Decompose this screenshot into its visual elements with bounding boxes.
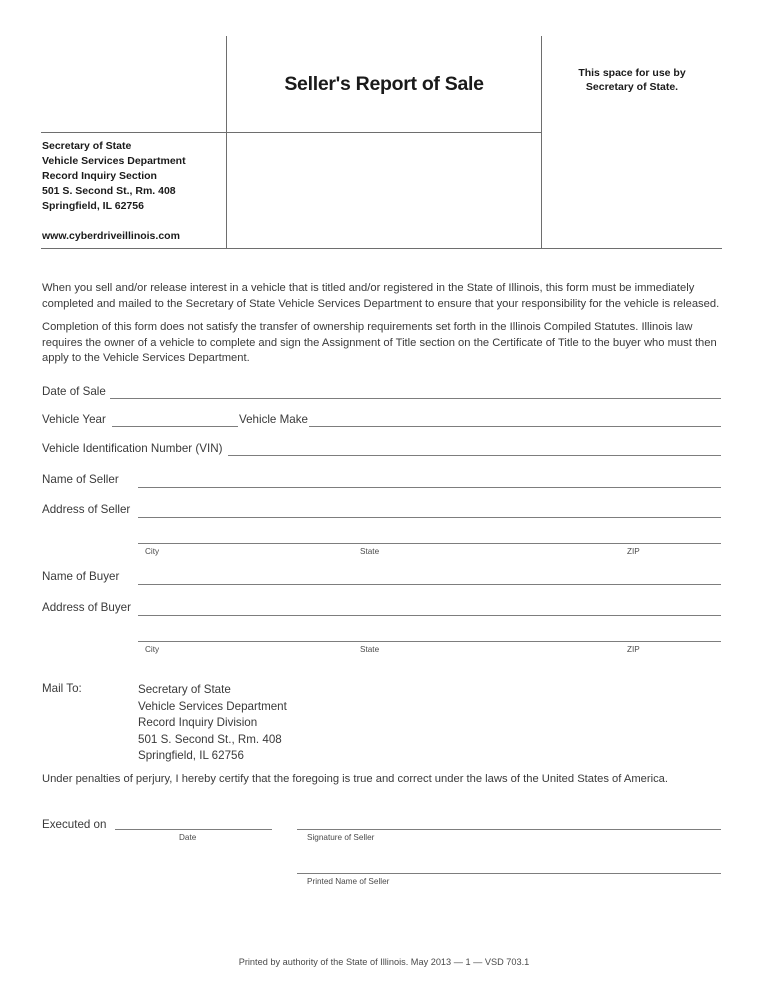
- input-printed-name-of-seller[interactable]: [297, 873, 721, 874]
- sublabel-buyer-state: State: [360, 645, 380, 654]
- agency-city-state-zip: Springfield, IL 62756: [42, 200, 144, 212]
- sublabel-printed-name-of-seller: Printed Name of Seller: [307, 877, 390, 886]
- input-seller-city-state-zip[interactable]: [138, 543, 721, 544]
- agency-section: Record Inquiry Section: [42, 170, 157, 182]
- intro-paragraph-2: Completion of this form does not satisfy the transfer of ownership requirements set forth in the Illinois Compiled Statutes. Illinois law requires the owner of a vehicle to complete and sign the Assignment of Title section on the Certificate of Title to the buyer who must then apply to the Vehicle Services Department.: [42, 321, 717, 364]
- label-address-of-seller: Address of Seller: [42, 503, 131, 516]
- label-vehicle-year: Vehicle Year: [42, 413, 106, 426]
- mail-to-line2: Vehicle Services Department: [138, 699, 287, 713]
- label-name-of-seller: Name of Seller: [42, 473, 119, 486]
- label-mail-to: Mail To:: [42, 682, 82, 695]
- sublabel-buyer-zip: ZIP: [627, 645, 640, 654]
- input-address-of-buyer[interactable]: [138, 615, 721, 616]
- sublabel-seller-zip: ZIP: [627, 547, 640, 556]
- agency-street: 501 S. Second St., Rm. 408: [42, 185, 176, 197]
- input-signature-of-seller[interactable]: [297, 829, 721, 830]
- input-name-of-buyer[interactable]: [138, 584, 721, 585]
- mail-to-line3: Record Inquiry Division: [138, 716, 258, 729]
- sublabel-date: Date: [179, 833, 197, 842]
- label-address-of-buyer: Address of Buyer: [42, 601, 131, 614]
- input-date-of-sale[interactable]: [110, 398, 721, 399]
- label-vin: Vehicle Identification Number (VIN): [42, 442, 223, 455]
- label-executed-on: Executed on: [42, 818, 107, 831]
- sos-use-only-note-line1: This space for use by: [578, 67, 686, 79]
- page-title: Seller's Report of Sale: [284, 72, 484, 95]
- mail-to-address-block: [138, 682, 287, 765]
- input-address-of-seller[interactable]: [138, 517, 721, 518]
- label-vehicle-make: Vehicle Make: [239, 413, 308, 426]
- perjury-statement: Under penalties of perjury, I hereby certify that the foregoing is true and correct under the laws of the United States of America.: [42, 773, 669, 785]
- input-name-of-seller[interactable]: [138, 487, 721, 488]
- mail-to-line4: 501 S. Second St., Rm. 408: [138, 732, 282, 746]
- agency-website[interactable]: www.cyberdriveillinois.com: [42, 230, 180, 242]
- input-executed-on-date[interactable]: [115, 829, 272, 830]
- input-vehicle-year[interactable]: [112, 426, 238, 427]
- agency-department: Vehicle Services Department: [42, 155, 186, 167]
- label-name-of-buyer: Name of Buyer: [42, 570, 120, 583]
- label-date-of-sale: Date of Sale: [42, 385, 106, 398]
- mail-to-line1: Secretary of State: [138, 683, 231, 696]
- input-vehicle-make[interactable]: [309, 426, 721, 427]
- form-header-block: [41, 36, 722, 249]
- sos-use-only-note: [542, 66, 722, 94]
- footer-print-authority: Printed by authority of the State of Illinois. May 2013 — 1 — VSD 703.1: [238, 957, 530, 967]
- sublabel-signature-of-seller: Signature of Seller: [307, 833, 375, 842]
- sos-use-only-note-line2: Secretary of State.: [585, 81, 679, 93]
- mail-to-line5: Springfield, IL 62756: [138, 749, 244, 762]
- input-buyer-city-state-zip[interactable]: [138, 641, 721, 642]
- input-vin[interactable]: [228, 455, 721, 456]
- sublabel-seller-city: City: [145, 547, 160, 556]
- sublabel-buyer-city: City: [145, 645, 160, 654]
- agency-name: Secretary of State: [42, 140, 132, 152]
- intro-paragraph-1: When you sell and/or release interest in a vehicle that is titled and/or registered in the State of Illinois, this form must be immediately completed and mailed to the Secretary of State Vehicle Services Department to ensure that your responsibility for the vehicle is released.: [42, 282, 720, 310]
- sublabel-seller-state: State: [360, 547, 380, 556]
- header-bottom-border: [41, 248, 722, 249]
- header-divider-middle: [41, 132, 542, 133]
- agency-address-block: [42, 139, 222, 244]
